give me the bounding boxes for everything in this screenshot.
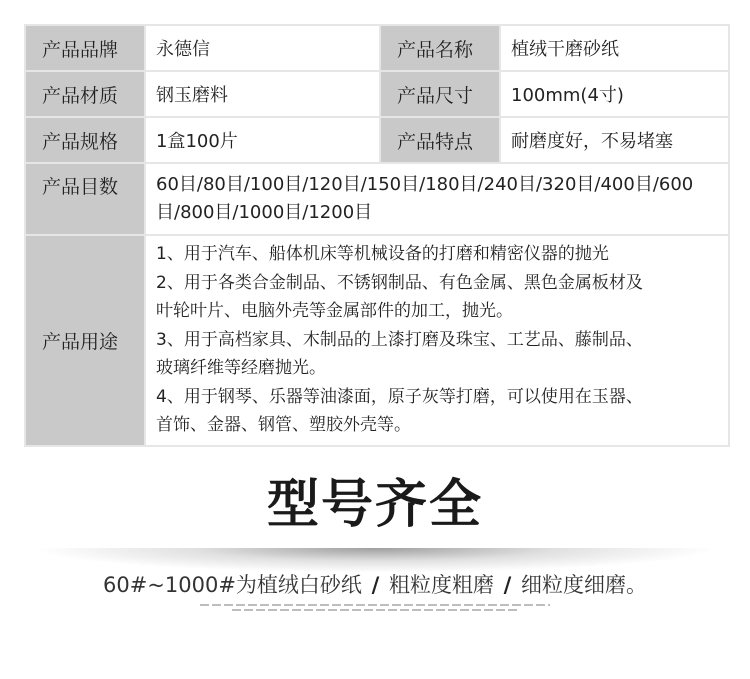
fine-print-line (232, 609, 519, 611)
spec-label: 产品规格 (25, 117, 145, 163)
brand-value: 永德信 (145, 25, 380, 71)
caption-part-2: 粗粒度粗磨 (388, 573, 494, 597)
size-value: 100mm(4寸) (500, 71, 729, 117)
grit-value: 60目/80目/100目/120目/150目/180目/240目/320目/400目/600目/800目/1000目/1200目 (145, 163, 729, 235)
spec-row-material (25, 71, 729, 117)
caption-separator-2: / (503, 573, 512, 597)
usage-line-4: 3、用于高档家具、木制品的上漆打磨及珠宝、工艺品、藤制品、 (156, 329, 643, 350)
usage-line-1: 1、用于汽车、船体机床等机械设备的打磨和精密仪器的抛光 (156, 244, 609, 264)
usage-line-6: 4、用于钢琴、乐器等油漆面，原子灰等打磨，可以使用在玉器、 (156, 386, 643, 407)
usage-line-3: 叶轮叶片、电脑外壳等金属部件的加工，抛光。 (156, 301, 513, 321)
usage-line-2: 2、用于各类合金制品、不锈钢制品、有色金属、黑色金属板材及 (156, 272, 643, 293)
usage-line-7: 首饰、金器、钢管、塑胶外壳等。 (156, 415, 411, 435)
grit-label: 产品目数 (25, 163, 145, 235)
caption-part-3: 细粒度细磨。 (521, 573, 648, 597)
spec-value: 1盒100片 (145, 117, 380, 163)
heading-shadow-divider (40, 548, 710, 572)
caption-separator-1: / (371, 573, 380, 597)
caption-part-1: 60#~1000#为植绒白砂纸 (102, 573, 362, 597)
grit-caption (0, 570, 750, 600)
section-heading (0, 470, 750, 540)
feature-label: 产品特点 (380, 117, 500, 163)
usage-label: 产品用途 (25, 235, 145, 446)
feature-value: 耐磨度好，不易堵塞 (500, 117, 729, 163)
name-value: 植绒干磨砂纸 (500, 25, 729, 71)
heading-title: 型号齐全 (266, 475, 483, 535)
spec-row-spec (25, 117, 729, 163)
size-label: 产品尺寸 (380, 71, 500, 117)
spec-row-grit (25, 163, 729, 235)
usage-line-5: 玻璃纤维等经磨抛光。 (156, 358, 326, 378)
fine-print-line (200, 604, 550, 606)
brand-label: 产品品牌 (25, 25, 145, 71)
usage-value (145, 235, 729, 446)
spec-row-usage (25, 235, 729, 446)
name-label: 产品名称 (380, 25, 500, 71)
product-spec-table (24, 24, 730, 447)
spec-row-brand (25, 25, 729, 71)
material-value: 钢玉磨料 (145, 71, 380, 117)
material-label: 产品材质 (25, 71, 145, 117)
decorative-fine-print (200, 601, 550, 617)
